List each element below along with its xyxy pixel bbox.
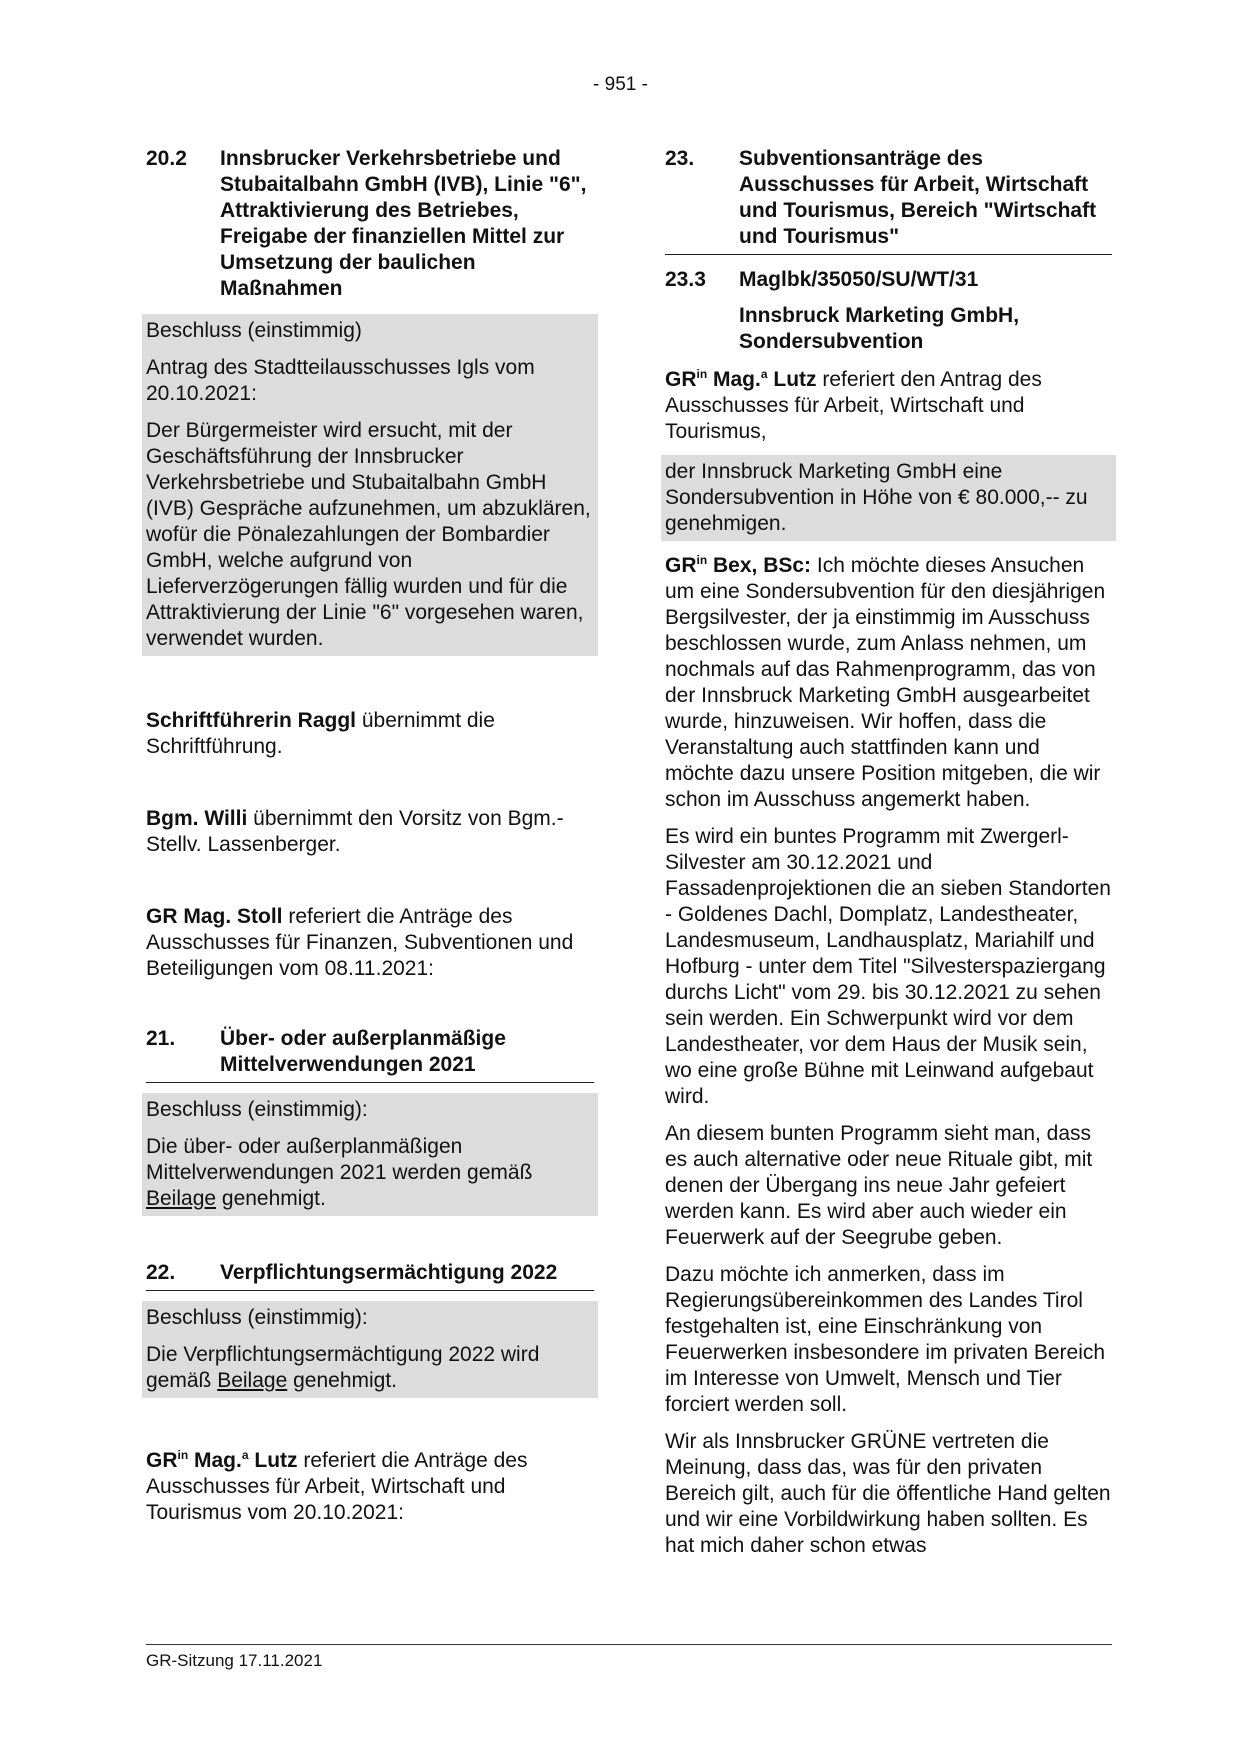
speaker-name: $GR^{in}$ Bex, BSc: [665, 553, 812, 577]
motion-box-23-3 [661, 455, 1116, 541]
paragraph-program: Es wird ein buntes Programm mit Zwergerl-Silvester am 30.12.2021 und Fassadenprojektionen die an sieben Standorten - Goldenes Dachl, Domplatz, Landestheater, Landesmuseum, Landhausplatz, Mariahilf und Hofburg - unter dem Titel "Silvesterspaziergang durchs Licht" vom 29. bis 30.12.2021 zu sehen sein werden. Ein Schwerpunkt wird vor dem Landestheater, vor dem Haus der Musik sein, wo eine große Bühne mit Leinwand aufgebaut wird. [665, 825, 1111, 1108]
motion-text: der Innsbruck Marketing GmbH eine Sondersubvention in Höhe von € 80.000,-- zu genehmigen. [665, 460, 1088, 535]
paragraph-greens: Wir als Innsbrucker GRÜNE vertreten die Meinung, dass das, was für den privaten Bereich gilt, auch für die öffentliche Hand gelten und wir eine Vorbildwirkung haben sollten. Es hat mich daher schon etwas [665, 1430, 1111, 1557]
section-23-3-subtitle [665, 303, 1112, 355]
paragraph-lutz [146, 1448, 594, 1526]
page-number: - 951 - [593, 74, 648, 95]
section-23-heading [665, 146, 1112, 255]
left-column [146, 146, 594, 1526]
resolution-box-20-2 [142, 314, 598, 656]
speaker-name: $GR^{in}$ Mag.$^a$ Lutz [665, 367, 817, 391]
paragraph-lutz [665, 367, 1112, 445]
resolution-box-22 [142, 1301, 598, 1398]
text-part: genehmigt. [287, 1369, 398, 1392]
speaker-name: GR Mag. Stoll [146, 905, 283, 928]
paragraph-text: übernimmt die Schriftführung. [146, 709, 495, 758]
section-number: 23. [665, 147, 695, 170]
paragraph-bex [665, 553, 1112, 813]
section-title: Subventionsanträge des Ausschusses für Arbeit, Wirtschaft und Tourismus, Bereich "Wirtschaft und Tourismus" [739, 147, 1097, 248]
section-22-heading [146, 1260, 594, 1291]
paragraph-stoll [146, 904, 594, 982]
motion-text: Der Bürgermeister wird ersucht, mit der Geschäftsführung der Innsbrucker Verkehrsbetriebe und Stubaitalbahn GmbH (IVB) Gespräche aufzunehmen, um abzuklären, wofür die Pönalezahlungen der Bombardier GmbH, welche aufgrund von Lieferverzögerungen fällig wurden und für die Attraktivierung der Linie "6" vorgesehen waren, verwendet wurden. [146, 419, 591, 650]
attachment-link[interactable]: Beilage [217, 1369, 288, 1392]
paragraph-text: referiert die Anträge des Ausschusses für Arbeit, Wirtschaft und Tourismus vom 20.10.2021: [146, 1449, 528, 1524]
right-column [665, 146, 1112, 1559]
section-number: 22. [146, 1261, 176, 1284]
resolution-label: Beschluss (einstimmig): [146, 1098, 368, 1121]
speaker-name: $GR^{in}$ Mag.$^a$ Lutz [146, 1448, 298, 1472]
resolution-box-21 [142, 1093, 598, 1216]
text-part: genehmigt. [216, 1187, 326, 1210]
section-number: 23.3 [665, 268, 706, 291]
resolution-label: Beschluss (einstimmig) [146, 319, 362, 342]
section-20-2-heading [146, 146, 594, 302]
section-23-3-heading [665, 267, 1112, 293]
footer: GR-Sitzung 17.11.2021 [146, 1644, 1112, 1671]
paragraph-text: Ich möchte dieses Ansuchen um eine Sondersubvention für den diesjährigen Bergsilvester, der ja einstimmig im Ausschuss beschlossen wurde, zum Anlass nehmen, um nochmals auf das Rahmenprogramm, das von der Innsbruck Marketing GmbH ausgearbeitet wurde, hinzuweisen. Wir hoffen, dass die Veranstaltung auch stattfinden kann und möchte dazu unsere Position mitgeben, die wir schon im Ausschuss angemerkt haben. [665, 554, 1106, 811]
resolution-text [146, 1342, 594, 1394]
paragraph-agreement: Dazu möchte ich anmerken, dass im Regierungsübereinkommen des Landes Tirol festgehalten ist, eine Einschränkung von Feuerwerken insbesondere im privaten Bereich im Interesse von Umwelt, Mensch und Tier forciert werden soll. [665, 1263, 1106, 1416]
section-title: Über- oder außerplanmäßige Mittelverwendungen 2021 [220, 1027, 506, 1076]
section-title: Verpflichtungsermächtigung 2022 [220, 1261, 558, 1284]
speaker-name: Bgm. Willi [146, 807, 248, 830]
paragraph-rituals: An diesem bunten Programm sieht man, dass es auch alternative oder neue Rituale gibt, mit denen der Übergang ins neue Jahr gefeiert werden kann. Es wird aber auch wieder ein Feuerwerk auf der Seegrube geben. [665, 1122, 1093, 1249]
attachment-link[interactable]: Beilage [146, 1187, 217, 1210]
paragraph-text: referiert den Antrag des Ausschusses für Arbeit, Wirtschaft und Tourismus, [665, 368, 1042, 443]
section-title: Innsbruck Marketing GmbH, Sondersubvention [739, 304, 1020, 353]
paragraph-text: übernimmt den Vorsitz von Bgm.-Stellv. Lassenberger. [146, 807, 564, 856]
resolution-label: Beschluss (einstimmig): [146, 1306, 368, 1329]
section-number: 20.2 [146, 147, 187, 170]
text-part: Die über- oder außerplanmäßigen Mittelverwendungen 2021 werden gemäß [146, 1135, 533, 1184]
motion-intro: Antrag des Stadtteilausschusses Igls vom 20.10.2021: [146, 356, 535, 405]
section-number: 21. [146, 1027, 176, 1050]
section-21-heading [146, 1026, 594, 1083]
paragraph-willi [146, 806, 594, 858]
paragraph-raggl [146, 708, 594, 760]
section-code: Maglbk/35050/SU/WT/31 [739, 268, 979, 291]
speaker-name: Schriftführerin Raggl [146, 709, 357, 732]
section-title: Innsbrucker Verkehrsbetriebe und Stubaitalbahn GmbH (IVB), Linie "6", Attraktivierung des Betriebes, Freigabe der finanziellen Mittel zur Umsetzung der baulichen Maßnahmen [220, 147, 587, 300]
resolution-text [146, 1134, 594, 1212]
text-part: Die Verpflichtungsermächtigung 2022 wird gemäß [146, 1343, 540, 1392]
paragraph-text: referiert die Anträge des Ausschusses für Finanzen, Subventionen und Beteiligungen vom 08.11.2021: [146, 905, 574, 980]
